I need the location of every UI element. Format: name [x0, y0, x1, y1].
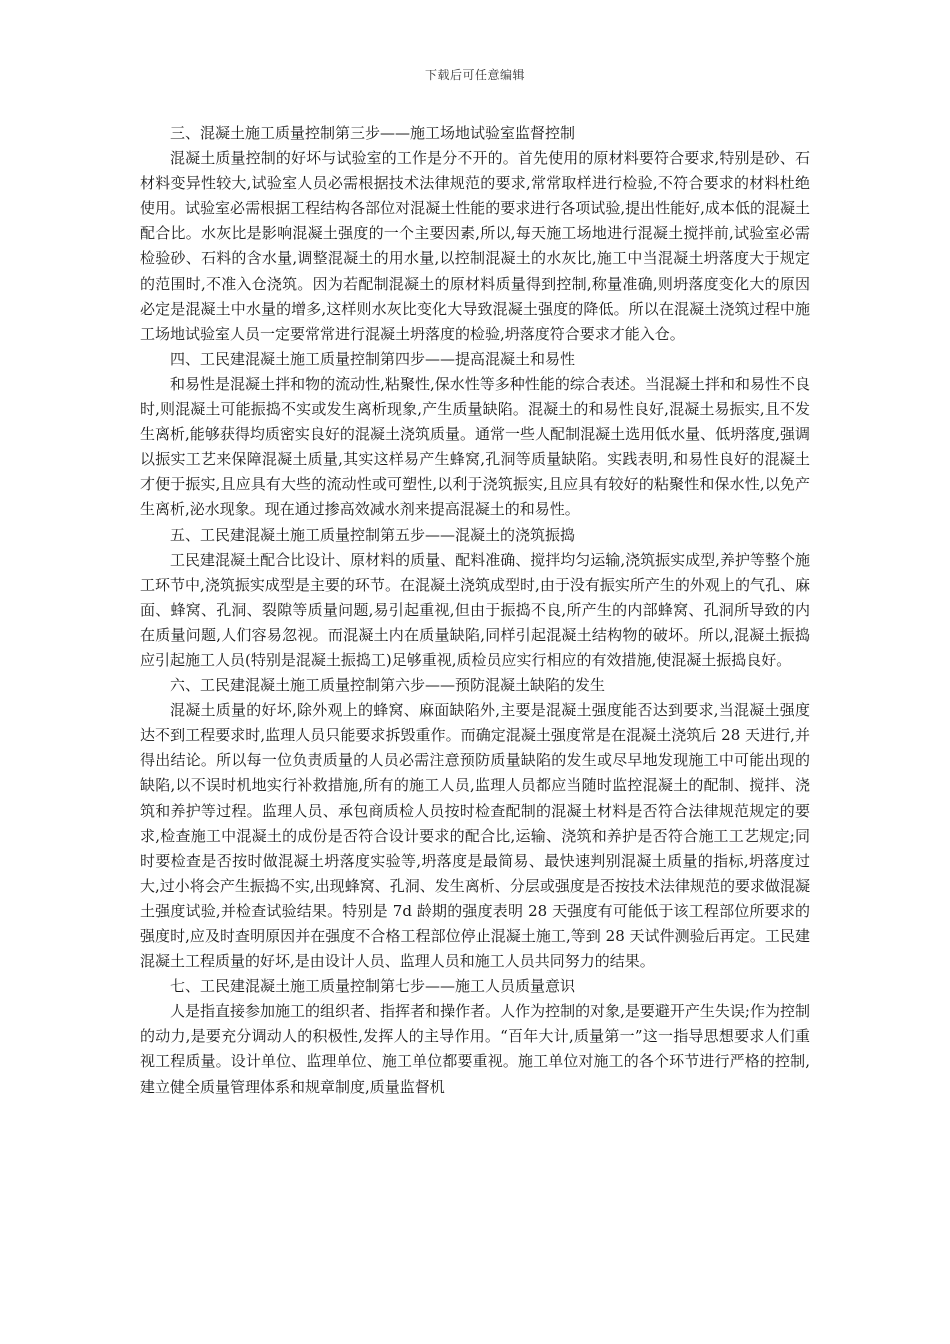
section-6-heading: 六、工民建混凝土施工质量控制第六步——预防混凝土缺陷的发生 [170, 676, 606, 695]
section-6-paragraph: 混凝土质量的好坏,除外观上的蜂窝、麻面缺陷外,主要是混凝土强度能否达到要求,当混凝土强度达不到工程要求时,监理人员只能要求拆毁重作。而确定混凝土强度常是在混凝土浇筑后 28 天进行,并得出结论。所以每一位负责质量的人员必需注意预防质量缺陷的发生或尽早地发现施工中可能出现的缺陷,以不误时机地实行补救措施,所有的施工人员,监理人员都应当随时监控混凝土的配制、搅拌、浇筑和养护等过程。监理人员、承包商质检人员按时检查配制的混凝土材料是否符合法律规范规定的要求,检查施工中混凝土的成份是否符合设计要求的配合比,运输、浇筑和养护是否符合施工工艺规定;同时要检查是否按时做混凝土坍落度实验等,坍落度是最简易、最快速判别混凝土质量的指标,坍落度过大,过小将会产生振捣不实,出现蜂窝、孔洞、发生离析、分层或强度是否按技术法律规范的要求做混凝土强度试验,并检查试验结果。特别是 7d 龄期的强度表明 28 天强度有可能低于该工程部位所要求的强度时,应及时查明原因并在强度不合格工程部位停止混凝土施工,等到 28 天试件测验后再定。工民建混凝土工程质量的好坏,是由设计人员、监理人员和施工人员共同努力的结果。 [140, 701, 810, 971]
document-body [140, 121, 810, 1100]
page-header: 下载后可任意编辑 [424, 68, 525, 82]
section-5-paragraph: 工民建混凝土配合比设计、原材料的质量、配料准确、搅拌均匀运输,浇筑振实成型,养护等整个施工环节中,浇筑振实成型是主要的环节。在混凝土浇筑成型时,由于没有振实所产生的外观上的气孔、麻面、蜂窝、孔洞、裂隙等质量问题,易引起重视,但由于振捣不良,所产生的内部蜂窝、孔洞所导致的内在质量问题,人们容易忽视。而混凝土内在质量缺陷,同样引起混凝土结构物的破坏。所以,混凝土振捣应引起施工人员(特别是混凝土振捣工)足够重视,质检员应实行相应的有效措施,使混凝土振捣良好。 [140, 550, 810, 669]
section-3-heading: 三、混凝土施工质量控制第三步——施工场地试验室监督控制 [170, 124, 576, 142]
section-4-paragraph: 和易性是混凝土拌和物的流动性,粘聚性,保水性等多种性能的综合表述。当混凝土拌和和易性不良时,则混凝土可能振捣不实或发生离析现象,产生质量缺陷。混凝土的和易性良好,混凝土易振实,且不发生离析,能够获得均质密实良好的混凝土浇筑质量。通常一些人配制混凝土选用低水量、低坍落度,强调以振实工艺来保障混凝土质量,其实这样易产生蜂窝,孔洞等质量缺陷。实践表明,和易性良好的混凝土才便于振实,且应具有大些的流动性或可塑性,以利于浇筑振实,且应具有较好的粘聚性和保水性,以免产生离析,泌水现象。现在通过掺高效减水剂来提高混凝土的和易性。 [140, 374, 810, 519]
section-7-heading: 七、工民建混凝土施工质量控制第七步——施工人员质量意识 [170, 977, 576, 996]
section-7-paragraph: 人是指直接参加施工的组织者、指挥者和操作者。人作为控制的对象,是要避开产生失误;作为控制的动力,是要充分调动人的积极性,发挥人的主导作用。“百年大计,质量第一”这一指导思想要求人们重视工程质量。设计单位、监理单位、施工单位都要重视。施工单位对施工的各个环节进行严格的控制,建立健全质量管理体系和规章制度,质量监督机 [140, 1002, 810, 1096]
section-5-heading: 五、工民建混凝土施工质量控制第五步——混凝土的浇筑振捣 [170, 525, 576, 544]
section-4-heading: 四、工民建混凝土施工质量控制第四步——提高混凝土和易性 [170, 349, 576, 368]
section-3-paragraph: 混凝土质量控制的好坏与试验室的工作是分不开的。首先使用的原材料要符合要求,特别是砂、石材料变异性较大,试验室人员必需根据技术法律规范的要求,常常取样进行检验,不符合要求的材料杜绝使用。试验室必需根据工程结构各部位对混凝土性能的要求进行各项试验,提出性能好,成本低的混凝土配合比。水灰比是影响混凝土强度的一个主要因素,所以,每天施工场地进行混凝土搅拌前,试验室必需检验砂、石料的含水量,调整混凝土的用水量,以控制混凝土的水灰比,施工中当混凝土坍落度大于规定的范围时,不准入仓浇筑。因为若配制混凝土的原材料质量得到控制,称量准确,则坍落度变化大的原因必定是混凝土中水量的增多,这样则水灰比变化大导致混凝土强度的降低。所以在混凝土浇筑过程中施工场地试验室人员一定要常常进行混凝土坍落度的检验,坍落度符合要求才能入仓。 [140, 149, 810, 343]
